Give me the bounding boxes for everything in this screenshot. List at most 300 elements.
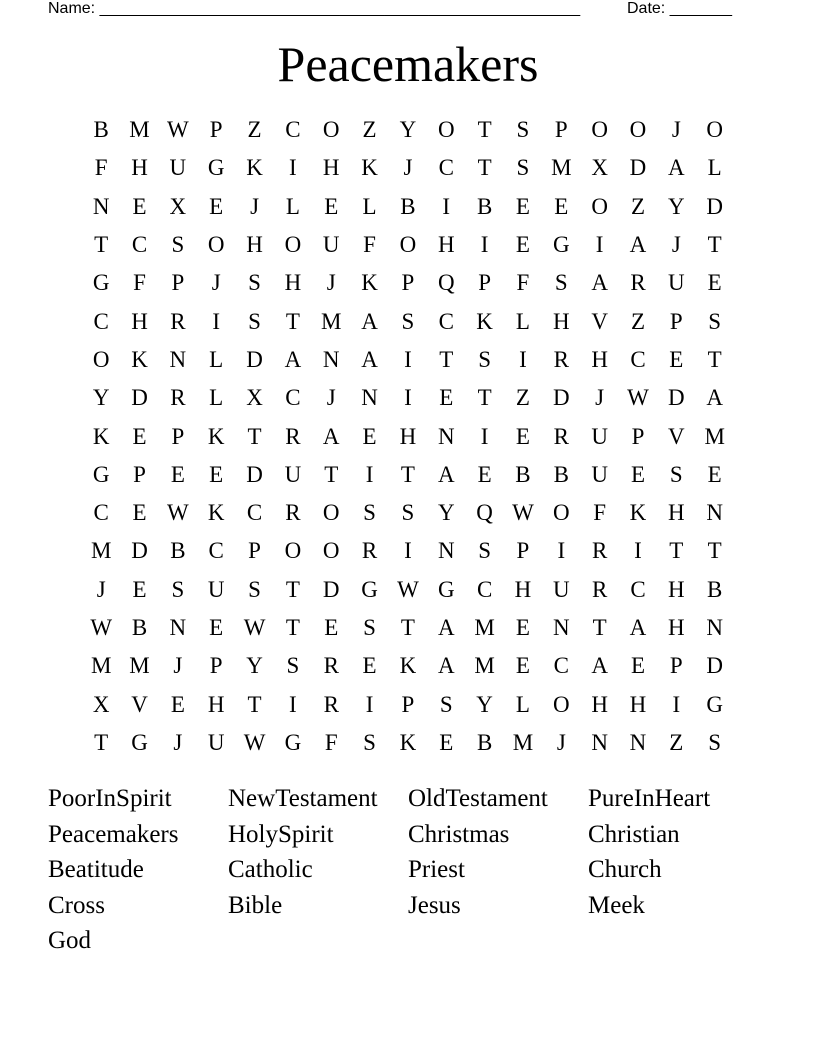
grid-letter[interactable]: T [324, 461, 339, 487]
grid-letter[interactable]: A [706, 385, 723, 411]
grid-letter[interactable]: U [169, 155, 187, 181]
word-list-item: Christian [588, 820, 680, 848]
grid-letter[interactable]: C [285, 117, 301, 143]
grid-letter[interactable]: M [90, 538, 112, 564]
grid-letter[interactable]: S [363, 729, 376, 755]
grid-letter[interactable]: O [92, 346, 110, 372]
grid-letter[interactable]: S [363, 500, 376, 526]
grid-letter[interactable]: Y [437, 500, 455, 526]
grid-letter[interactable]: U [284, 461, 302, 487]
grid-letter[interactable]: X [92, 691, 110, 717]
grid-letter[interactable]: U [591, 461, 608, 487]
grid-letter[interactable]: R [285, 500, 301, 526]
grid-letter[interactable]: V [668, 423, 685, 449]
grid-letter[interactable]: G [207, 155, 225, 181]
grid-letter[interactable]: H [668, 576, 685, 602]
grid-letter[interactable]: E [132, 500, 147, 526]
grid-letter[interactable]: H [668, 500, 685, 526]
grid-letter[interactable]: N [169, 615, 187, 640]
grid-letter[interactable]: M [704, 423, 725, 449]
grid-letter[interactable]: A [629, 615, 647, 640]
grid-letter[interactable]: H [591, 691, 608, 717]
grid-letter[interactable]: S [708, 729, 722, 755]
grid-letter[interactable]: O [322, 117, 340, 143]
grid-letter[interactable]: I [672, 691, 681, 717]
word-list-item: Church [588, 856, 662, 884]
grid-letter[interactable]: A [591, 270, 608, 296]
grid-letter[interactable]: H [514, 576, 532, 602]
grid-letter[interactable]: T [707, 538, 722, 564]
grid-letter[interactable]: E [324, 193, 339, 219]
grid-letter[interactable]: Y [476, 691, 493, 717]
grid-letter[interactable]: R [170, 308, 186, 334]
grid-letter[interactable]: C [93, 308, 109, 334]
grid-letter[interactable]: T [285, 308, 300, 334]
grid-letter[interactable]: B [400, 193, 416, 219]
grid-letter[interactable]: S [248, 576, 261, 602]
grid-letter[interactable]: Y [246, 653, 263, 679]
grid-letter[interactable]: D [668, 385, 685, 411]
grid-letter[interactable]: T [247, 691, 262, 717]
grid-letter[interactable]: P [171, 423, 185, 449]
grid-letter[interactable]: O [399, 232, 417, 258]
grid-letter[interactable]: T [477, 155, 492, 181]
grid-letter[interactable]: I [634, 538, 642, 564]
grid-letter[interactable]: P [209, 117, 223, 143]
grid-letter[interactable]: B [131, 615, 148, 640]
grid-letter[interactable]: S [669, 461, 683, 487]
grid-letter[interactable]: D [131, 538, 148, 564]
grid-letter[interactable]: O [706, 117, 723, 143]
grid-letter[interactable]: Z [630, 308, 646, 334]
grid-letter[interactable]: E [707, 461, 722, 487]
grid-letter[interactable]: G [437, 576, 455, 602]
grid-letter[interactable]: O [552, 500, 570, 526]
grid-letter[interactable]: T [400, 461, 415, 487]
grid-letter[interactable]: N [322, 346, 340, 372]
grid-letter[interactable]: C [476, 576, 493, 602]
grid-letter[interactable]: H [131, 308, 148, 334]
grid-letter[interactable]: C [285, 385, 301, 411]
grid-letter[interactable]: J [671, 117, 681, 143]
grid-letter[interactable]: C [93, 500, 109, 526]
grid-letter[interactable]: D [322, 576, 340, 602]
grid-letter[interactable]: I [519, 346, 527, 372]
word-list-item: OldTestament [408, 785, 548, 812]
grid-letter[interactable]: R [591, 538, 608, 564]
grid-letter[interactable]: K [399, 729, 417, 755]
grid-letter[interactable]: W [512, 500, 534, 526]
grid-letter[interactable]: Q [437, 270, 455, 296]
grid-letter[interactable]: E [132, 423, 147, 449]
grid-letter[interactable]: G [706, 691, 723, 717]
grid-letter[interactable]: N [552, 615, 570, 640]
grid-letter[interactable]: Y [668, 193, 685, 219]
grid-letter[interactable]: E [515, 653, 530, 679]
grid-letter[interactable]: T [477, 385, 492, 411]
grid-letter[interactable]: N [437, 538, 455, 564]
grid-letter[interactable]: E [209, 615, 224, 640]
grid-letter[interactable]: I [557, 538, 566, 564]
grid-letter[interactable]: O [591, 117, 608, 143]
grid-letter[interactable]: E [362, 423, 377, 449]
grid-letter[interactable]: J [326, 385, 336, 411]
grid-letter[interactable]: E [707, 270, 722, 296]
grid-letter[interactable]: I [595, 232, 604, 258]
grid-letter[interactable]: R [285, 423, 301, 449]
grid-letter[interactable]: E [630, 461, 646, 487]
grid-letter[interactable]: M [90, 653, 112, 679]
grid-letter[interactable]: D [706, 193, 723, 219]
grid-letter[interactable]: D [629, 155, 647, 181]
grid-letter[interactable]: C [630, 346, 646, 372]
grid-letter[interactable]: T [285, 615, 300, 640]
grid-letter[interactable]: U [322, 232, 340, 258]
grid-letter[interactable]: K [476, 308, 493, 334]
grid-letter[interactable]: O [207, 232, 225, 258]
grid-letter[interactable]: H [399, 423, 417, 449]
grid-letter[interactable]: L [707, 155, 722, 181]
grid-letter[interactable]: E [630, 653, 646, 679]
grid-letter[interactable]: I [480, 232, 489, 258]
grid-letter[interactable]: N [706, 615, 723, 640]
grid-letter[interactable]: S [401, 308, 415, 334]
grid-letter[interactable]: O [322, 538, 340, 564]
grid-letter[interactable]: J [595, 385, 605, 411]
grid-letter[interactable]: M [129, 117, 150, 143]
grid-letter[interactable]: H [668, 615, 685, 640]
grid-letter[interactable]: W [243, 615, 266, 640]
grid-letter[interactable]: W [167, 500, 189, 526]
grid-letter[interactable]: F [593, 500, 607, 526]
grid-letter[interactable]: H [207, 691, 225, 717]
grid-letter[interactable]: W [167, 117, 189, 143]
grid-letter[interactable]: T [707, 232, 722, 258]
grid-letter[interactable]: O [322, 500, 340, 526]
grid-letter[interactable]: P [478, 270, 491, 296]
grid-letter[interactable]: M [321, 308, 342, 334]
grid-letter[interactable]: U [207, 729, 225, 755]
grid-letter[interactable]: K [399, 653, 417, 679]
grid-letter[interactable]: I [212, 308, 221, 334]
grid-letter[interactable]: U [668, 270, 685, 296]
name-field[interactable]: Name: ______________________________________________________ [48, 0, 581, 17]
grid-letter[interactable]: F [94, 155, 108, 181]
grid-letter[interactable]: T [400, 615, 415, 640]
grid-letter[interactable]: C [246, 500, 263, 526]
grid-letter[interactable]: J [173, 729, 183, 755]
grid-letter[interactable]: J [556, 729, 566, 755]
grid-letter[interactable]: E [170, 461, 185, 487]
grid-letter[interactable]: T [94, 729, 109, 755]
grid-letter[interactable]: P [133, 461, 146, 487]
grid-letter[interactable]: S [516, 117, 530, 143]
grid-letter[interactable]: D [246, 461, 263, 487]
word-list-item: God [48, 927, 92, 955]
grid-letter[interactable]: U [552, 576, 570, 602]
grid-letter[interactable]: M [474, 653, 495, 679]
grid-letter[interactable]: Z [247, 117, 262, 143]
grid-letter[interactable]: I [404, 538, 412, 564]
grid-letter[interactable]: J [96, 576, 106, 602]
grid-letter[interactable]: W [627, 385, 649, 411]
grid-letter[interactable]: R [553, 346, 569, 372]
grid-letter[interactable]: K [246, 155, 263, 181]
grid-letter[interactable]: I [480, 423, 489, 449]
grid-letter[interactable]: B [476, 193, 493, 219]
grid-letter[interactable]: T [285, 576, 300, 602]
word-list-item: Jesus [408, 891, 461, 919]
grid-letter[interactable]: A [437, 461, 455, 487]
grid-letter[interactable]: T [669, 538, 684, 564]
grid-letter[interactable]: B [707, 576, 723, 602]
word-list-item: Cross [48, 891, 105, 919]
grid-letter[interactable]: A [629, 232, 647, 258]
grid-letter[interactable]: R [591, 576, 608, 602]
grid-letter[interactable]: U [591, 423, 608, 449]
grid-letter[interactable]: A [322, 423, 340, 449]
grid-letter[interactable]: D [706, 653, 723, 679]
grid-letter[interactable]: H [246, 232, 263, 258]
grid-letter[interactable]: N [92, 193, 110, 219]
grid-letter[interactable]: B [93, 117, 109, 143]
grid-letter[interactable]: J [326, 270, 336, 296]
grid-letter[interactable]: H [131, 155, 148, 181]
grid-letter[interactable]: E [132, 576, 147, 602]
grid-letter[interactable]: E [554, 193, 569, 219]
grid-letter[interactable]: T [439, 346, 454, 372]
grid-letter[interactable]: M [551, 155, 572, 181]
grid-letter[interactable]: N [437, 423, 455, 449]
grid-letter[interactable]: V [591, 308, 608, 334]
grid-letter[interactable]: N [361, 385, 378, 411]
grid-letter[interactable]: E [515, 232, 530, 258]
grid-letter[interactable]: H [591, 346, 608, 372]
grid-letter[interactable]: S [248, 270, 261, 296]
grid-letter[interactable]: C [438, 308, 454, 334]
grid-letter[interactable]: Z [515, 385, 530, 411]
grid-letter[interactable]: S [554, 270, 568, 296]
grid-letter[interactable]: O [284, 538, 302, 564]
grid-letter[interactable]: P [669, 308, 683, 334]
grid-letter[interactable]: E [362, 653, 377, 679]
grid-letter[interactable]: A [284, 346, 302, 372]
grid-letter[interactable]: Q [476, 500, 493, 526]
grid-letter[interactable]: J [671, 232, 681, 258]
grid-letter[interactable]: J [403, 155, 413, 181]
grid-letter[interactable]: R [630, 270, 646, 296]
grid-letter[interactable]: E [515, 193, 530, 219]
grid-letter[interactable]: S [248, 308, 261, 334]
grid-letter[interactable]: A [361, 308, 378, 334]
grid-letter[interactable]: D [246, 346, 263, 372]
grid-letter[interactable]: K [361, 155, 378, 181]
grid-letter[interactable]: B [553, 461, 569, 487]
grid-letter[interactable]: Y [92, 385, 110, 411]
grid-letter[interactable]: A [437, 653, 455, 679]
grid-letter[interactable]: M [512, 729, 534, 755]
grid-letter[interactable]: P [669, 653, 683, 679]
grid-letter[interactable]: K [361, 270, 378, 296]
grid-letter[interactable]: W [90, 615, 113, 640]
grid-letter[interactable]: J [173, 653, 183, 679]
grid-letter[interactable]: L [209, 385, 224, 411]
grid-letter[interactable]: B [515, 461, 531, 487]
grid-letter[interactable]: T [477, 117, 492, 143]
word-list-item: PoorInSpirit [48, 785, 172, 812]
grid-letter[interactable]: K [207, 423, 225, 449]
grid-letter[interactable]: S [478, 346, 491, 372]
grid-letter[interactable]: A [361, 346, 378, 372]
grid-letter[interactable]: H [284, 270, 302, 296]
grid-letter[interactable]: E [209, 461, 224, 487]
grid-letter[interactable]: H [629, 691, 647, 717]
grid-letter[interactable]: M [129, 653, 150, 679]
word-list-item: Meek [588, 891, 645, 919]
grid-letter[interactable]: C [208, 538, 224, 564]
grid-letter[interactable]: I [289, 691, 297, 717]
grid-letter[interactable]: K [131, 346, 148, 372]
grid-letter[interactable]: I [289, 155, 297, 181]
grid-letter[interactable]: I [442, 193, 451, 219]
grid-letter[interactable]: E [515, 423, 530, 449]
grid-letter[interactable]: N [629, 729, 647, 755]
grid-letter[interactable]: S [439, 691, 453, 717]
grid-letter[interactable]: X [169, 193, 187, 219]
grid-letter[interactable]: O [437, 117, 455, 143]
grid-letter[interactable]: K [207, 500, 225, 526]
grid-letter[interactable]: I [404, 346, 412, 372]
grid-letter[interactable]: P [401, 270, 415, 296]
grid-letter[interactable]: E [477, 461, 492, 487]
grid-letter[interactable]: P [631, 423, 645, 449]
grid-letter[interactable]: S [363, 615, 376, 640]
grid-letter[interactable]: T [592, 615, 607, 640]
grid-letter[interactable]: S [478, 538, 491, 564]
grid-letter[interactable]: H [437, 232, 455, 258]
grid-letter[interactable]: B [476, 729, 493, 755]
grid-letter[interactable]: S [171, 232, 185, 258]
grid-letter[interactable]: P [516, 538, 530, 564]
grid-letter[interactable]: R [361, 538, 378, 564]
grid-letter[interactable]: J [211, 270, 221, 296]
grid-letter[interactable]: R [323, 691, 339, 717]
grid-letter[interactable]: H [552, 308, 570, 334]
grid-letter[interactable]: L [209, 346, 224, 372]
grid-letter[interactable]: P [554, 117, 568, 143]
grid-letter[interactable]: C [553, 653, 569, 679]
grid-letter[interactable]: A [437, 615, 455, 640]
grid-letter[interactable]: O [629, 117, 647, 143]
grid-letter[interactable]: J [250, 193, 260, 219]
grid-letter[interactable]: G [552, 232, 570, 258]
grid-letter[interactable]: E [170, 691, 185, 717]
grid-letter[interactable]: S [171, 576, 185, 602]
grid-letter[interactable]: P [248, 538, 261, 564]
grid-letter[interactable]: I [404, 385, 412, 411]
grid-letter[interactable]: X [246, 385, 263, 411]
grid-letter[interactable]: K [92, 423, 110, 449]
grid-letter[interactable]: E [209, 193, 224, 219]
grid-letter[interactable]: G [361, 576, 378, 602]
grid-letter[interactable]: E [515, 615, 530, 640]
grid-letter[interactable]: G [284, 729, 302, 755]
grid-letter[interactable]: E [132, 193, 147, 219]
grid-letter[interactable]: E [439, 729, 454, 755]
grid-letter[interactable]: R [553, 423, 569, 449]
grid-letter[interactable]: T [94, 232, 109, 258]
grid-letter[interactable]: O [591, 193, 608, 219]
grid-letter[interactable]: I [365, 691, 374, 717]
grid-letter[interactable]: S [401, 500, 415, 526]
grid-letter[interactable]: M [474, 615, 495, 640]
grid-letter[interactable]: F [133, 270, 146, 296]
grid-letter[interactable]: D [552, 385, 570, 411]
grid-letter[interactable]: G [92, 461, 110, 487]
grid-letter[interactable]: C [131, 232, 148, 258]
grid-letter[interactable]: Z [630, 193, 646, 219]
grid-letter[interactable]: S [516, 155, 530, 181]
grid-letter[interactable]: F [324, 729, 338, 755]
grid-letter[interactable]: S [708, 308, 722, 334]
grid-letter[interactable]: O [552, 691, 570, 717]
grid-letter[interactable]: U [207, 576, 225, 602]
word-list-item: Beatitude [48, 856, 144, 884]
grid-letter[interactable]: C [630, 576, 646, 602]
grid-letter[interactable]: C [438, 155, 454, 181]
grid-letter[interactable]: Z [362, 117, 377, 143]
grid-letter[interactable]: R [323, 653, 339, 679]
grid-letter[interactable]: T [707, 346, 722, 372]
grid-letter[interactable]: B [170, 538, 186, 564]
grid-letter[interactable]: N [169, 346, 187, 372]
grid-letter[interactable]: L [515, 308, 530, 334]
grid-letter[interactable]: W [397, 576, 419, 602]
grid-letter[interactable]: O [284, 232, 302, 258]
grid-letter[interactable]: S [286, 653, 300, 679]
grid-letter[interactable]: Z [669, 729, 684, 755]
grid-letter[interactable]: L [362, 193, 377, 219]
grid-letter[interactable]: K [629, 500, 647, 526]
grid-letter[interactable]: D [131, 385, 148, 411]
grid-letter[interactable]: N [706, 500, 723, 526]
date-field[interactable]: Date: _______ [627, 0, 732, 17]
grid-letter[interactable]: R [170, 385, 186, 411]
grid-letter[interactable]: Y [399, 117, 417, 143]
grid-letter[interactable]: G [131, 729, 148, 755]
grid-letter[interactable]: P [171, 270, 185, 296]
grid-letter[interactable]: F [363, 232, 376, 258]
grid-letter[interactable]: E [324, 615, 339, 640]
grid-letter[interactable]: A [591, 653, 608, 679]
grid-letter[interactable]: I [365, 461, 374, 487]
grid-letter[interactable]: N [591, 729, 608, 755]
grid-letter[interactable]: V [131, 691, 148, 717]
grid-letter[interactable]: L [515, 691, 530, 717]
grid-letter[interactable]: W [243, 729, 266, 755]
grid-letter[interactable]: H [322, 155, 340, 181]
grid-letter[interactable]: X [591, 155, 608, 181]
grid-letter[interactable]: A [668, 155, 685, 181]
grid-letter[interactable]: T [247, 423, 262, 449]
grid-letter[interactable]: G [92, 270, 110, 296]
grid-letter[interactable]: F [516, 270, 530, 296]
grid-letter[interactable]: P [401, 691, 415, 717]
grid-letter[interactable]: L [285, 193, 300, 219]
grid-letter[interactable]: P [209, 653, 223, 679]
grid-letter[interactable]: E [439, 385, 454, 411]
grid-letter[interactable]: E [669, 346, 684, 372]
